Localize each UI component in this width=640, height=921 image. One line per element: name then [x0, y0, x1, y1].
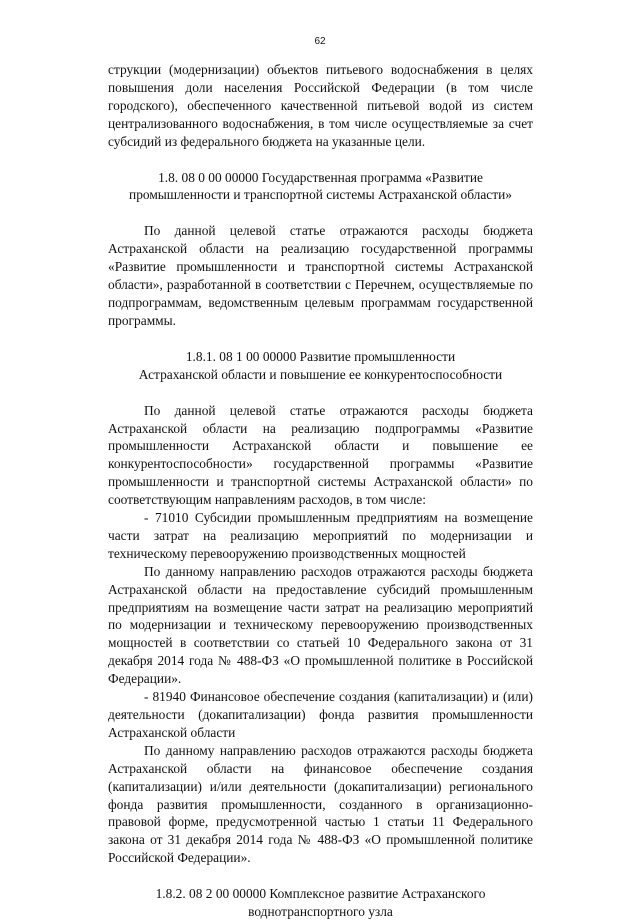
section-heading-1-8-1-line-1: 1.8.1. 08 1 00 00000 Развитие промышленности — [185, 348, 456, 364]
section-heading-1-8-1-line-2: Астраханской области и повышение ее конкурентоспособности — [138, 366, 503, 382]
section-heading-1-8-line-1: 1.8. 08 0 00 00000 Государственная программа «Развитие — [158, 169, 483, 185]
paragraph-81940-description: По данному направлению расходов отражаются расходы бюджета Астраханской области на финансовое обеспечение создания (капитализации) и/или деятельности (докапитализации) регионального фонда развития промышленности, созданного в организационно-правовой форме, предусмотренной частью 1 статьи 11 Федерального закона от 31 декабря 2014 года № 488-ФЗ «О промышленной политике Российской Федерации». — [108, 742, 533, 866]
section-heading-1-8-2-line-2: воднотранспортного узла — [248, 904, 393, 920]
list-item-81940: - 81940 Финансовое обеспечение создания (капитализации) и (или) деятельности (докапитализации) фонда развития промышленности Астраханской области — [108, 689, 533, 740]
paragraph-71010-description: По данному направлению расходов отражаются расходы бюджета Астраханской области на предоставление субсидий промышленным предприятиям на возмещение части затрат на реализацию мероприятий по модернизации и техническому перевооружению производственных мощностей в соответствии со статьей 10 Федерального закона от 31 декабря 2014 года № 488-ФЗ «О промышленной политике в Российской Федерации». — [108, 563, 533, 687]
paragraph-continuation: струкции (модернизации) объектов питьевого водоснабжения в целях повышения доли населения Российской Федерации (в том числе городского), обеспеченного качественной питьевой водой из систем централизованного водоснабжения, в том числе осуществляемые за счет субсидий из федерального бюджета на указанные цели. — [108, 62, 533, 149]
page-number: 62 — [314, 36, 326, 47]
paragraph-program-description: По данной целевой статье отражаются расходы бюджета Астраханской области на реализацию государственной программы «Развитие промышленности и транспортной системы Астраханской области», разработанной в соответствии с Перечнем, осуществляемые по подпрограммам, ведомственным целевым программам государственной программы. — [108, 223, 533, 328]
document-body — [108, 61, 533, 921]
section-heading-1-8-line-2: промышленности и транспортной системы Астраханской области» — [129, 187, 512, 203]
paragraph-subprogram-description: По данной целевой статье отражаются расходы бюджета Астраханской области на реализацию подпрограммы «Развитие промышленности Астраханской области и повышение ее конкурентоспособности» государственной программы «Развитие промышленности и транспортной системы Астраханской области» по соответствующим направлениям расходов, в том числе: — [108, 402, 533, 508]
section-heading-1-8-2-line-1: 1.8.2. 08 2 00 00000 Комплексное развитие Астраханского — [155, 886, 486, 902]
list-item-71010: - 71010 Субсидии промышленным предприятиям на возмещение части затрат на реализацию мероприятий по модернизации и техническому перевооружению производственных мощностей — [108, 510, 533, 561]
